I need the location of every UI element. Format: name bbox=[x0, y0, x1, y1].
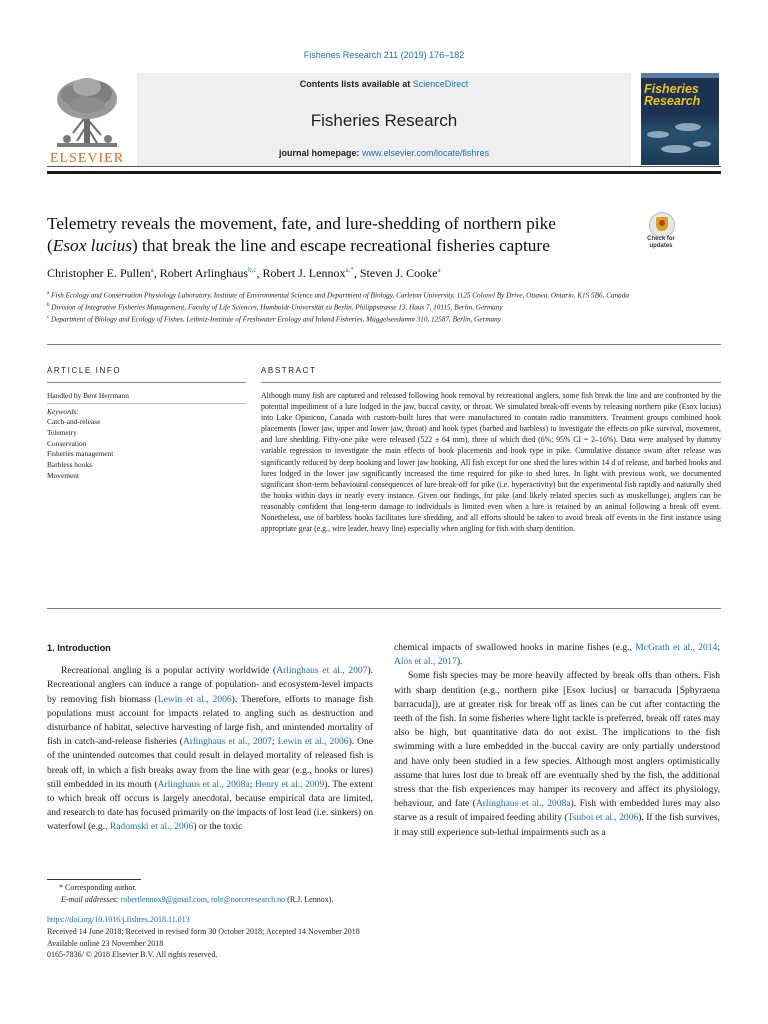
email-line: E-mail addresses: robertlennox9@gmail.com, role@norceresearch.no (R.J. Lennox). bbox=[61, 894, 334, 904]
citation-link[interactable]: McGrath et al., 2014 bbox=[635, 642, 718, 653]
body-text-run: ). Fish with embedded lures may also starve as a result of impaired feeding ability ( bbox=[394, 798, 720, 824]
citation-link[interactable]: Alós et al., 2017 bbox=[394, 656, 457, 668]
email-suffix: (R.J. Lennox). bbox=[287, 894, 334, 904]
affiliation-sup: c bbox=[47, 314, 50, 320]
handled-by: Handled by Bent Herrmann bbox=[47, 391, 129, 400]
check-updates-icon bbox=[649, 212, 675, 238]
body-text-run: Recreational angling is a popular activity worldwide ( bbox=[61, 665, 277, 677]
received-dates: Received 14 June 2018; Received in revised form 30 October 2018; Accepted 14 November 2018 bbox=[47, 926, 360, 936]
affiliation-item bbox=[47, 313, 721, 325]
citation-link[interactable]: Arlinghaus et al., 2008a bbox=[157, 778, 250, 790]
author-name[interactable]: Robert J. Lennox bbox=[262, 266, 346, 280]
citation-link[interactable]: Lewin et al., 2006 bbox=[157, 693, 232, 705]
affiliation-item bbox=[47, 301, 721, 313]
sciencedirect-link[interactable]: ScienceDirect bbox=[412, 79, 469, 89]
affiliation-text: Fish Ecology and Conservation Physiology Laboratory, Institute of Environmental Science and Department of Biology, Carleton University, 1125 Colonel By Drive, Ottawa, Ontario, K1S 5B6, Canada bbox=[51, 291, 629, 300]
header-rule-thick bbox=[47, 171, 721, 174]
keyword-item: Movement bbox=[47, 470, 80, 480]
body-column-right bbox=[394, 641, 720, 840]
body-column-left bbox=[47, 641, 373, 835]
author-affil-sup[interactable]: a bbox=[150, 266, 154, 274]
author-list: Christopher E. Pullen$^a$, Robert Arlinghaus$^{b,c}$, Robert J. Lennox$^{a,*}$, Steven J. Cooke$^a$ bbox=[47, 266, 441, 280]
contents-line bbox=[137, 79, 631, 89]
homepage-label: journal homepage: bbox=[278, 148, 360, 158]
citation-link[interactable]: Henry et al., 2009 bbox=[254, 778, 325, 790]
author-name[interactable]: Christopher E. Pullen bbox=[47, 266, 151, 280]
fish-shape bbox=[693, 141, 711, 147]
body-text-run: ; bbox=[717, 642, 720, 653]
article-info-heading: ARTICLE INFO bbox=[47, 366, 122, 375]
body-text-run: Some fish species may be more heavily affected by break offs than others. Fish with sharp dentition (e.g., northern pike [Esox lucius] or barracuda [Sphyraena barracuda]), are at greater risk for break off as lines can be cut after contacting the teeth of the fish. In some fisheries where light tackle is preferred, break off rates may also be high, but quantitative data do not exist. The implications to the fish swimming with a lure embedded in the buccal cavity are only partially understood and have only been studied in a few species. Although most anglers optimistically assume that lures lost due to break off are eventually shed by the fish, the additional stress that the fish experiences may hamper its recovery and affect its physiology, behaviour, and fate ( bbox=[394, 670, 720, 810]
citation-link[interactable]: Radomski et al., 2006 bbox=[109, 821, 194, 833]
intro-paragraph-2 bbox=[394, 669, 720, 839]
body-text-run: ). One of the unintended outcomes that could result in delayed mortality of released fish is break off, in which a fish breaks away from the line with gear (e.g., hooks or lures) still embedded in its mouth ( bbox=[47, 736, 374, 790]
author-name[interactable]: Robert Arlinghaus bbox=[159, 266, 249, 280]
cover-water bbox=[641, 113, 719, 165]
keyword-item: Conservation bbox=[47, 438, 87, 448]
body-text-run: chemical impacts of swallowed hooks in marine fishes (e.g., bbox=[394, 642, 636, 653]
title-line-2: ) that break the line and escape recreational fisheries capture bbox=[131, 236, 550, 255]
fish-shape bbox=[675, 123, 701, 131]
elsevier-tree-icon bbox=[53, 75, 121, 149]
affiliation-item bbox=[47, 289, 721, 301]
author-affil-sup[interactable]: a,* bbox=[345, 266, 354, 274]
intro-paragraph-continued bbox=[394, 641, 720, 669]
doi-link[interactable]: https://doi.org/10.1016/j.fishres.2018.11.013 bbox=[47, 915, 190, 924]
email-link[interactable]: robertlennox9@gmail.com bbox=[120, 894, 207, 904]
article-info-rule-2 bbox=[47, 403, 246, 404]
footnote bbox=[47, 882, 721, 906]
journal-cover-image[interactable] bbox=[641, 73, 719, 165]
title-line-1: Telemetry reveals the movement, fate, and lure-shedding of northern pike bbox=[47, 214, 556, 233]
abstract-text: Although many fish are captured and released following hook removal by recreational anglers, some fish break the line and are confronted by the potential impediment of a lure lodged in the jaw, buccal cavity, or throat. We simulated break-off events by releasing northern pike (Esox lucius) into Lake Opinicon, Canada with custom-built lures that were manufactured to contain radio transmitters. Treatment groups combined hook placements (lower jaw, upper and lower jaw, throat) and hook types (barbed and barbless) to investigate the effects on pike survival, movement, and lure shedding. Fifty-one pike were released (522 ± 64 mm), three of which died (6%; 95% CI = 2–16%). Data were analysed by dummy variable regression to investigate the main effects of hook placements and hook type in pike. Cumulative distance swam after release was significantly reduced by deep hooking and lower jaw hooking. All fish except for one shed the lures within 14 d of release, and barbed hooks and lures lodged in the lower jaw significantly increased the time required for pike to shed lures. In light with previous work, we documented significant short-term behavioural consequences of lure break-off for pike (i.e. hyperactivity) but the experimental fish rapidly and naturally shed the hooks within days in nearly every instance. Given our findings, for pike (and likely related species such as muskellunge), anglers can be reasonably confident that long-term damage to individuals is limited even when a lure is retained by an animal following a break off event. Nonetheless, use of barbless hooks facilitates lure shedding, and all efforts should be taken to avoid break off events in the first instance using appropriate gear (e.g., wire leader, heavy line) especially when angling for fish with sharp dentition. bbox=[261, 391, 721, 534]
footnote-rule bbox=[47, 879, 141, 880]
journal-reference-link[interactable]: Fisheries Research 211 (2019) 176–182 bbox=[303, 50, 465, 60]
keyword-item: Telemetry bbox=[47, 427, 77, 437]
author-affil-sup[interactable]: b,c bbox=[248, 266, 257, 274]
corresponding-label: Corresponding author. bbox=[65, 883, 137, 892]
section-heading-introduction: 1. Introduction bbox=[47, 643, 111, 653]
section-divider bbox=[47, 344, 721, 345]
citation-link[interactable]: Lewin et al., 2006 bbox=[277, 736, 349, 748]
corresponding-author-note: * Corresponding author. bbox=[59, 883, 137, 892]
body-text-run: ) or the toxic bbox=[193, 821, 243, 833]
journal-masthead bbox=[137, 73, 631, 167]
copyright-line: 0165-7836/ © 2018 Elsevier B.V. All rights reserved. bbox=[47, 950, 218, 960]
article-info-rule bbox=[47, 382, 246, 383]
author-name[interactable]: Steven J. Cooke bbox=[359, 266, 438, 280]
body-text-run: ). Recreational anglers can induce a range of population- and ecosystem-level impacts by removing fish biomass ( bbox=[47, 665, 374, 705]
citation-link[interactable]: Arlinghaus et al., 2007 bbox=[182, 736, 272, 748]
intro-paragraph-1 bbox=[47, 664, 373, 834]
check-for-updates-button[interactable] bbox=[644, 212, 678, 258]
abstract-heading: ABSTRACT bbox=[261, 366, 317, 375]
author-affil-sup[interactable]: a bbox=[437, 266, 441, 274]
keywords-list bbox=[47, 417, 113, 482]
affiliation-sup: b bbox=[47, 302, 50, 308]
affiliation-sup: a bbox=[47, 291, 50, 296]
keywords-label: Keywords: bbox=[47, 407, 79, 416]
cover-title: Fisheries Research bbox=[644, 82, 701, 108]
body-text-run: ). If the fish survives, it may still experience sub-lethal impairments such as a bbox=[394, 812, 720, 838]
elsevier-logo[interactable] bbox=[47, 73, 127, 165]
body-text-run: ; bbox=[271, 736, 278, 748]
keyword-item: Fisheries management bbox=[47, 449, 114, 459]
contents-prefix: Contents lists available at bbox=[299, 79, 411, 89]
journal-title: Fisheries Research bbox=[310, 111, 458, 130]
article-title bbox=[47, 213, 637, 257]
cover-top-strip bbox=[641, 73, 719, 78]
citation-link[interactable]: Tsuboi et al., 2006 bbox=[567, 812, 639, 824]
keyword-item: Catch-and-release bbox=[47, 417, 101, 426]
email-link[interactable]: role@norceresearch.no bbox=[210, 894, 286, 904]
fish-shape bbox=[647, 131, 669, 138]
email-label: E-mail addresses: bbox=[61, 894, 119, 904]
available-online: Available online 23 November 2018 bbox=[47, 938, 164, 948]
affiliations bbox=[47, 289, 721, 325]
title-paren-open: ( bbox=[47, 236, 53, 255]
body-text-run: ). bbox=[456, 656, 463, 668]
citation-link[interactable]: Arlinghaus et al., 2007 bbox=[276, 665, 368, 677]
keyword-item: Barbless hooks bbox=[47, 460, 92, 470]
homepage-link[interactable]: www.elsevier.com/locate/fishres bbox=[361, 148, 490, 158]
abstract-bottom-rule bbox=[47, 608, 721, 609]
body-text-run: ; bbox=[249, 778, 255, 790]
publication-info bbox=[47, 914, 721, 961]
header-rule-thin bbox=[47, 166, 721, 167]
body-text-run: ). The extent to which break off occurs is largely anecdotal, because empirical data are limited, and research to date has focused primarily on the impacts of lost lead (i.e. sinkers) on waterfowl (e.g., bbox=[47, 778, 373, 833]
title-species: Esox lucius bbox=[52, 236, 132, 255]
affiliation-text: Department of Biology and Ecology of Fishes, Leibniz-Institute of Freshwater Ecology and Inland Fisheries, Müggelseedamm 310, 12587, Berlin, Germany bbox=[51, 315, 501, 324]
body-text-run: ). Therefore, efforts to manage fish populations must account for impacts related to angling such as destruction and disturbance of habitat, selective harvesting of large fish, and unintended mortality of fish in catch-and-release fisheries ( bbox=[47, 693, 373, 748]
abstract-rule bbox=[261, 382, 721, 383]
journal-homepage-line bbox=[137, 148, 631, 158]
check-updates-label: Check for updates bbox=[647, 236, 675, 249]
fish-shape bbox=[661, 145, 691, 153]
citation-link[interactable]: Arlinghaus et al., 2008a bbox=[475, 798, 571, 810]
publisher-name: ELSEVIER bbox=[49, 151, 125, 166]
affiliation-text: Division of Integrative Fisheries Management, Faculty of Life Sciences, Humboldt-Universität zu Berlin, Philippstrasse 13, Haus 7, 10115, Berlin, Germany bbox=[51, 303, 503, 312]
